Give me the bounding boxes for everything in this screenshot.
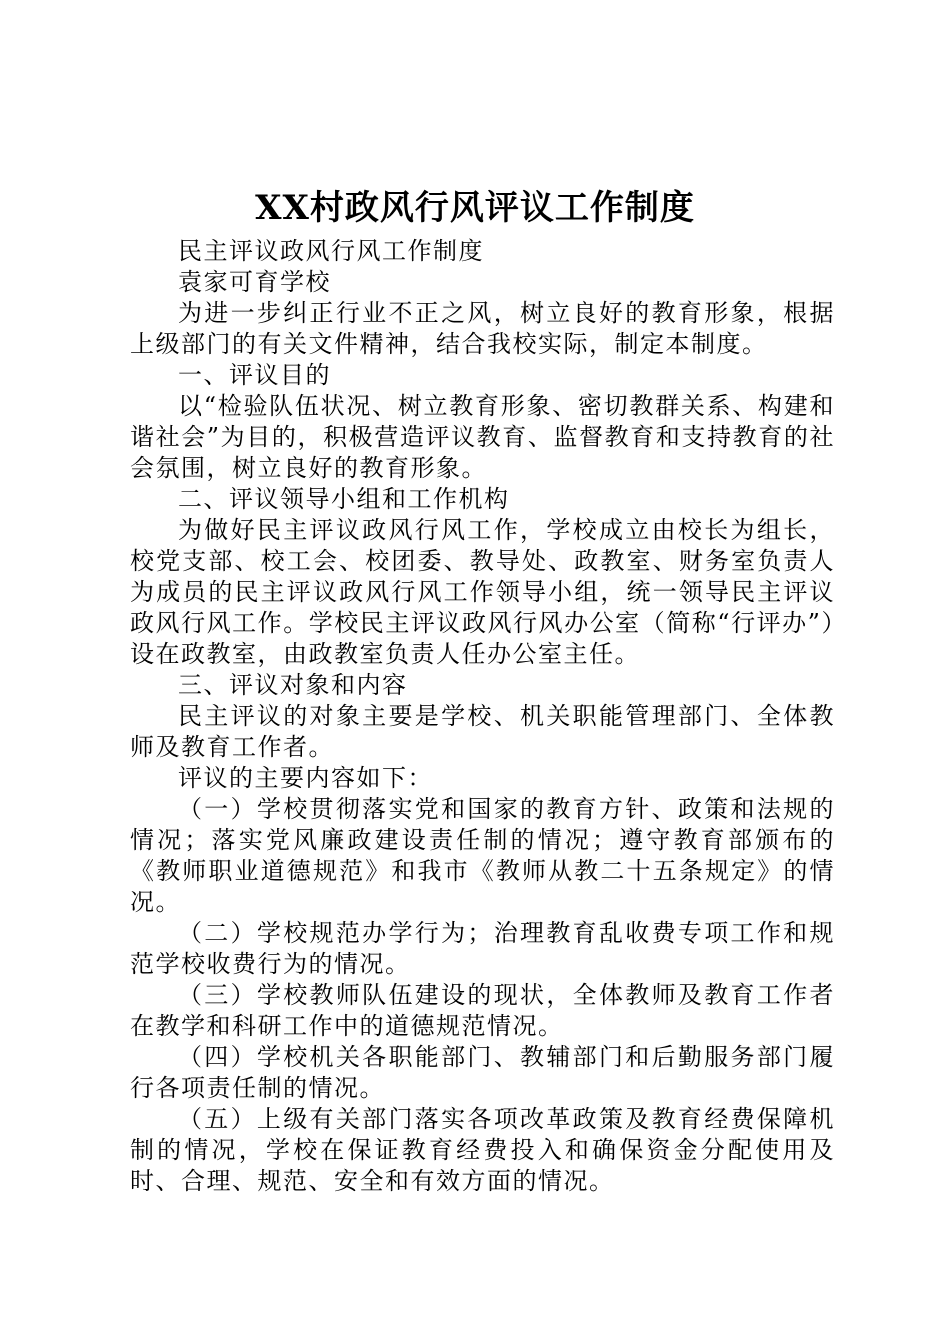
- paragraph: 以“检验队伍状况、树立教育形象、密切教群关系、构建和谐社会”为目的，积极营造评议教育、监督教育和支持教育的社会氛围，树立良好的教育形象。: [130, 392, 835, 482]
- list-item: （五）上级有关部门落实各项改革政策及教育经费保障机制的情况，学校在保证教育经费投入和确保资金分配使用及时、合理、规范、安全和有效方面的情况。: [130, 1105, 835, 1195]
- paragraph-school: 袁家可育学校: [178, 268, 331, 296]
- list-item: （一）学校贯彻落实党和国家的教育方针、政策和法规的情况；落实党风廉政建设责任制的情况；遵守教育部颁布的《教师职业道德规范》和我市《教师从教二十五条规定》的情况。: [130, 795, 835, 916]
- section-heading-3: 三、评议对象和内容: [178, 671, 408, 699]
- paragraph-subtitle: 民主评议政风行风工作制度: [178, 237, 484, 265]
- paragraph: 为做好民主评议政风行风工作，学校成立由校长为组长，校党支部、校工会、校团委、教导处、政教室、财务室负责人为成员的民主评议政风行风工作领导小组，统一领导民主评议政风行风工作。学校民主评议政风行风办公室（简称“行评办”）设在政教室，由政教室负责人任办公室主任。: [130, 516, 835, 668]
- paragraph: 评议的主要内容如下：: [178, 764, 433, 792]
- list-item: （四）学校机关各职能部门、教辅部门和后勤服务部门履行各项责任制的情况。: [130, 1043, 835, 1102]
- paragraph: 民主评议的对象主要是学校、机关职能管理部门、全体教师及教育工作者。: [130, 702, 835, 761]
- document-body: [130, 236, 835, 1197]
- paragraph-intro: 为进一步纠正行业不正之风，树立良好的教育形象，根据上级部门的有关文件精神，结合我校实际，制定本制度。: [130, 299, 835, 358]
- list-item: （二）学校规范办学行为；治理教育乱收费专项工作和规范学校收费行为的情况。: [130, 919, 835, 978]
- list-item: （三）学校教师队伍建设的现状，全体教师及教育工作者在教学和科研工作中的道德规范情况。: [130, 981, 835, 1040]
- section-heading-1: 一、评议目的: [178, 361, 331, 389]
- document-title: XX村政风行风评议工作制度: [255, 188, 695, 228]
- section-heading-2: 二、评议领导小组和工作机构: [178, 485, 510, 513]
